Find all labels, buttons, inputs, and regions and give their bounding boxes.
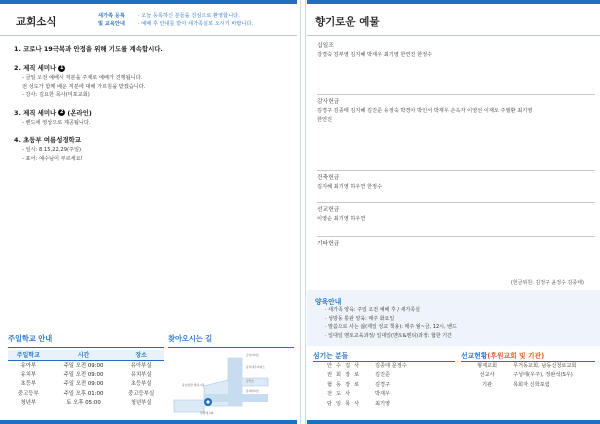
missions-title	[461, 350, 595, 362]
role: 안 수 집 사	[327, 363, 361, 369]
notice-heading-suffix: (온라인)	[65, 108, 92, 117]
offering-names: 이영순 최기영 하우연	[317, 216, 366, 222]
role: 협 동 장 로	[327, 381, 361, 388]
divider	[317, 94, 595, 95]
number-badge: 1	[59, 64, 64, 71]
map-label: 금호아파트	[246, 353, 260, 357]
page-title: 교회소식	[16, 16, 57, 28]
welcome-label-line: 및 교육안내	[98, 21, 125, 27]
notice-item	[14, 44, 294, 55]
guide-list	[325, 306, 457, 340]
list-item	[461, 381, 595, 390]
guide-item: · 말씀으로 사는 삶(제일 성교 책용): 매주 월~금, 12시, 밴드	[325, 324, 457, 331]
servers-title: 섬기는 분들	[313, 350, 455, 362]
offering-section	[317, 42, 595, 60]
notice-item	[14, 108, 294, 128]
divider	[317, 236, 595, 237]
notice-heading-text: 2. 제직 세미나	[14, 64, 57, 72]
page-title: 향기로운 예물	[315, 16, 380, 28]
table-row	[8, 388, 164, 397]
welcome-text	[138, 12, 298, 28]
table-cell: 토 오후 05:00	[66, 400, 101, 407]
list-item	[461, 362, 595, 371]
list-item	[313, 362, 455, 371]
table-row	[8, 369, 164, 378]
missions-section	[461, 350, 595, 390]
table-cell: 유아부실	[130, 362, 152, 369]
notice-item	[14, 135, 294, 163]
directions-map	[168, 334, 294, 418]
missions-title-text: 선교현황	[461, 352, 488, 360]
missions-title-suffix: (후원교회 및 기관)	[487, 352, 545, 360]
table-cell: 주일 오전 09:00	[63, 362, 104, 369]
table-cell: 청년부실	[130, 400, 152, 407]
servers-section	[313, 350, 455, 409]
left-header	[0, 4, 297, 36]
mission-category: 형제교회	[476, 363, 498, 369]
number-badge: 2	[59, 109, 64, 115]
sunday-school-schedule	[8, 334, 164, 407]
offering-section	[317, 240, 595, 249]
left-page	[0, 0, 297, 424]
divider	[317, 170, 595, 171]
notice-line: - 일시: 8.15,22,29(주일)	[22, 147, 82, 153]
map-label: 일원예교회	[200, 411, 214, 415]
name: 김경구	[375, 381, 391, 388]
notice-line: - 표어: 예수님이 부르세요!	[22, 155, 83, 162]
mission-category: 선교사	[479, 372, 495, 379]
guide-item: · 새가족 양육: 주일 오전 예배 후 / 새가족실	[325, 307, 420, 313]
column-header: 시간	[49, 350, 119, 360]
offering-section	[317, 206, 595, 224]
role: 전 도 사	[327, 391, 352, 398]
notice-line: - 강사: 김요한 목사(미포교회)	[22, 92, 90, 98]
mission-value: 구성태(우주), 정완석(S우)	[513, 372, 573, 379]
list-item	[461, 371, 595, 380]
offering-category: 건축헌금	[317, 175, 340, 181]
table-header-row	[8, 350, 164, 360]
offering-names: 김경구 김종태 김지혜 김진준 유정숙 박경아 박인서 박재우 손옥자 이영선 이재오 주필환 최기영	[317, 108, 533, 114]
table-cell: 주일 오전 09:00	[63, 381, 104, 388]
role: 권 회 장 로	[327, 372, 361, 379]
welcome-text-line: · 예배 후 안내를 받아 새가족실로 오시기 바랍니다.	[138, 21, 254, 27]
table-row	[8, 360, 164, 369]
mission-category: 기관	[481, 381, 493, 388]
divider	[317, 202, 595, 203]
offering-category: 감사헌금	[317, 99, 340, 105]
bottom-accent-bar	[0, 420, 297, 424]
welcome-label-line: 새가족 등록	[98, 13, 125, 19]
notice-list	[14, 44, 294, 171]
table-row	[8, 398, 164, 407]
nurture-guide	[307, 290, 600, 346]
offering-section	[317, 98, 595, 124]
welcome-box	[98, 12, 293, 36]
mission-value: 무거동교회, 남동신청로교회	[513, 363, 577, 369]
map-title: 찾아오시는 길	[168, 334, 294, 348]
guide-item: · 성방동 통판 양육: 매주 화요일	[325, 315, 395, 322]
list-item	[313, 381, 455, 390]
map-label: 금산로	[246, 379, 255, 383]
notice-line: 전 성도가 함께 배운 직분에 대해 가르침을 받겠습니다.	[22, 83, 146, 90]
location-pin-dot	[206, 400, 209, 403]
schedule-title: 주일학교 안내	[8, 334, 164, 348]
page-gutter	[300, 0, 306, 424]
name: 김진준	[375, 372, 391, 379]
name: 최기영	[375, 400, 391, 407]
table-cell: 초등부	[20, 381, 37, 388]
schedule-table	[8, 350, 164, 407]
column-header: 주일학교	[8, 350, 49, 360]
table-cell: 청년부	[20, 400, 37, 407]
notice-heading: 4. 초등부 여름성경학교	[14, 136, 81, 144]
table-cell: 초등부실	[130, 381, 152, 388]
table-row	[8, 379, 164, 388]
notice-heading: 1. 코로나 19극복과 안정을 위해 기도를 계속합시다.	[14, 45, 163, 53]
name: 박재우	[375, 391, 391, 398]
notice-heading	[14, 63, 294, 74]
notice-heading-text: 3. 제직 세미나	[14, 108, 57, 117]
offering-names: 강경숙 김부영 김지혜 박재우 최기영 한연진 한정수	[317, 52, 433, 58]
table-cell: 유치부	[20, 372, 37, 379]
bottom-accent-bar	[307, 420, 600, 424]
offering-committee: (헌금위원: 김정구 윤정수 김종태)	[510, 280, 584, 286]
map-label: 동부대우아파트	[246, 365, 265, 369]
guide-item: · 일대일 멘토교육과정/ 일대일(멘토&멘티)과정: 협한 기간	[325, 332, 452, 339]
list-item	[313, 371, 455, 380]
column-header: 장소	[118, 350, 164, 360]
table-cell: 유치부실	[130, 372, 152, 379]
map-label: 송호일반 빌딩시장	[182, 383, 205, 387]
table-cell: 주일 오후 01:00	[63, 390, 104, 397]
table-cell: 중고등부	[17, 390, 39, 397]
map-graphic	[168, 350, 294, 418]
notice-line: - 금일 오전 예배시 직분을 주제로 예배가 진행됩니다.	[22, 75, 143, 81]
notice-item	[14, 63, 294, 100]
welcome-label	[98, 12, 134, 28]
notice-heading	[14, 108, 294, 119]
offering-names: 한연진	[317, 116, 333, 123]
cross-road	[204, 394, 268, 402]
offering-category: 십일조	[317, 43, 334, 49]
role: 담 임 목 사	[327, 400, 361, 407]
offering-category: 기타헌금	[317, 241, 340, 247]
table-cell: 주일 오전 09:00	[63, 372, 104, 379]
list-item	[313, 400, 455, 409]
offering-section	[317, 174, 595, 192]
right-header	[307, 4, 600, 36]
guide-title: 양육안내	[315, 298, 342, 306]
name: 김종태 문정수	[375, 363, 407, 369]
table-cell: 유아부	[20, 362, 37, 369]
welcome-text-line: · 오늘 등록하신 분들을 진심으로 환영합니다.	[138, 13, 240, 19]
right-page	[307, 0, 600, 424]
offering-names: 김지혜 최기영 하우연 한정수	[317, 184, 383, 190]
offering-category: 선교헌금	[317, 207, 340, 213]
table-cell: 중고등부실	[128, 390, 155, 397]
notice-line: - 밴드에 영상으로 제공됩니다.	[22, 119, 91, 126]
list-item	[313, 390, 455, 399]
map-label: 롯데아파트	[246, 389, 260, 393]
mission-value: 목회자 신학포럼	[513, 381, 550, 388]
